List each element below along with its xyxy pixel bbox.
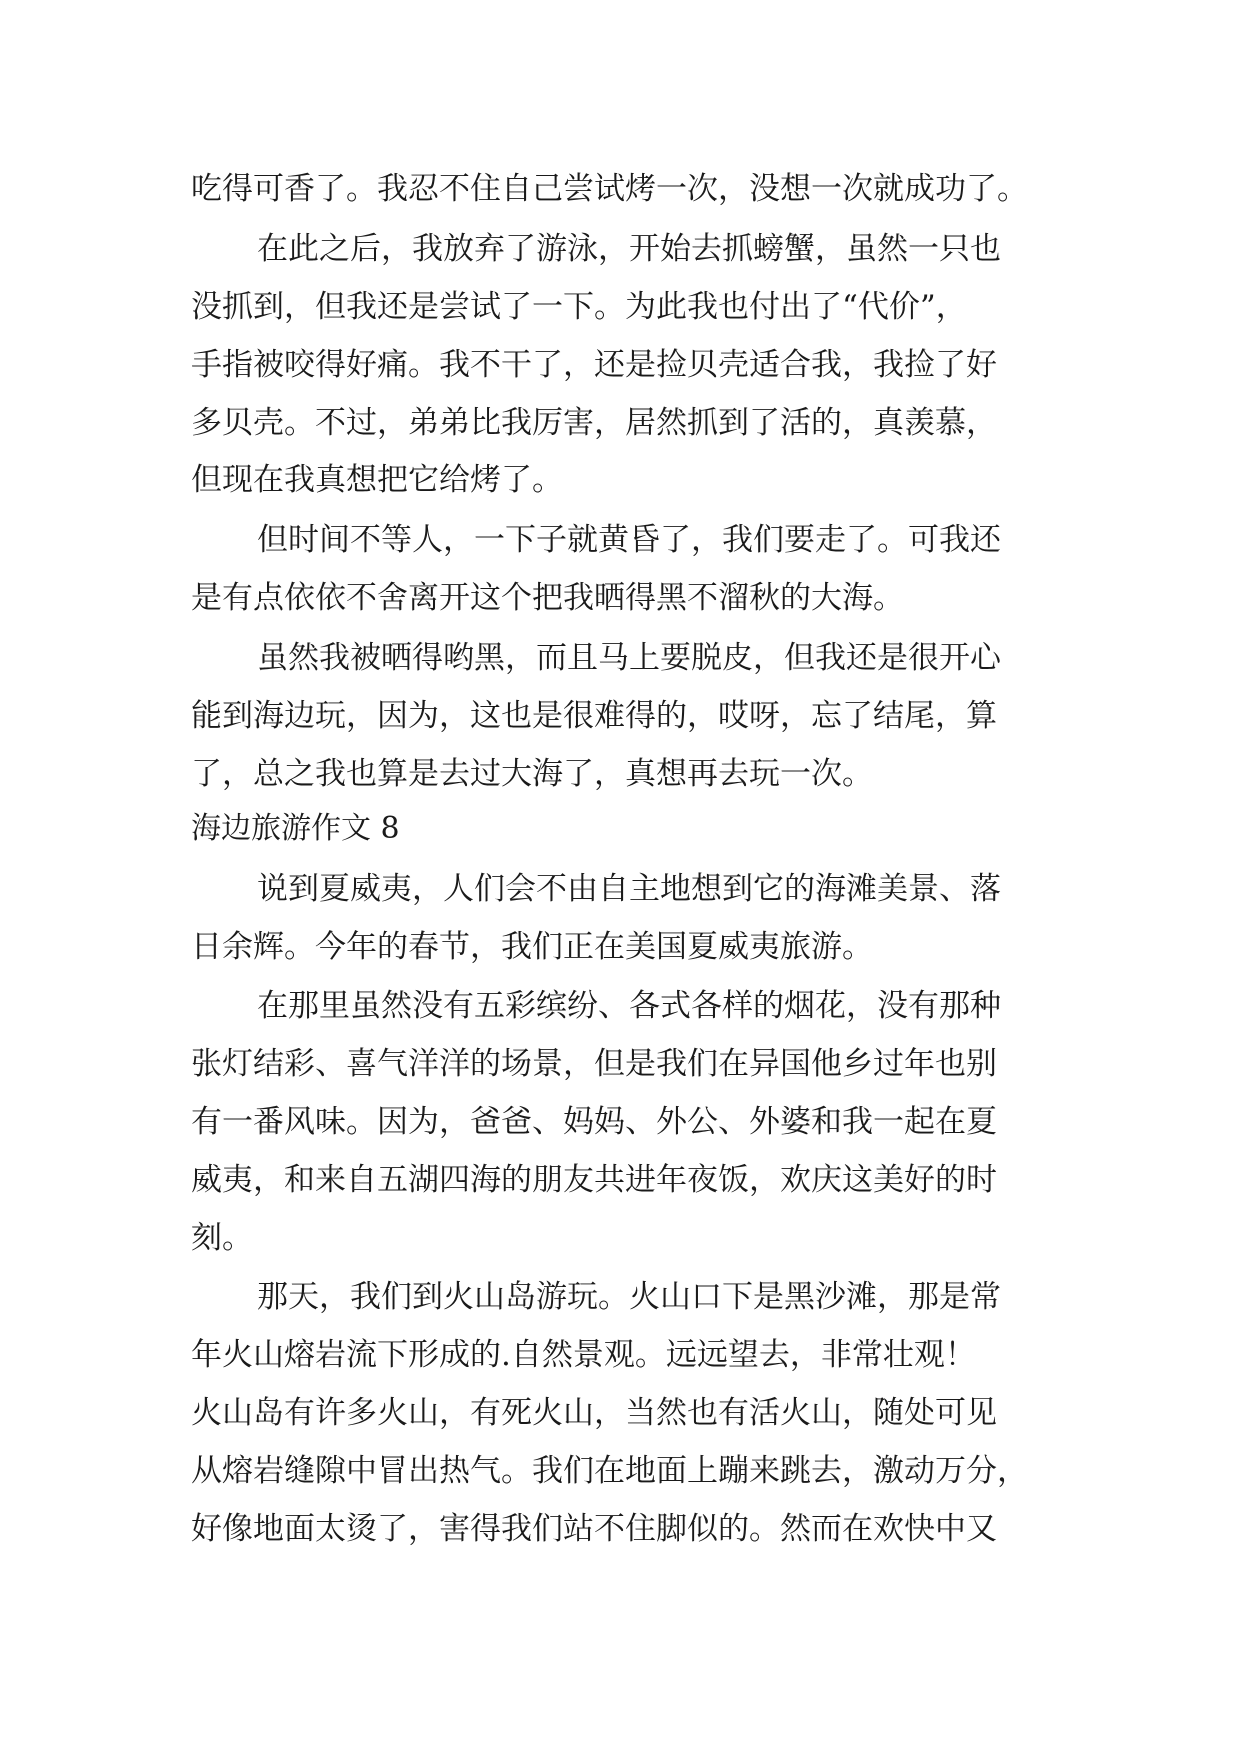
text-line: 年火山熔岩流下形成的.自然景观。远远望去，非常壮观！: [191, 1337, 976, 1373]
text-line: 是有点依依不舍离开这个把我晒得黑不溜秋的大海。: [191, 580, 904, 616]
text-line: 日余辉。今年的春节，我们正在美国夏威夷旅游。: [191, 929, 873, 965]
text-line: 没抓到，但我还是尝试了一下。为此我也付出了“代价”，: [191, 289, 967, 325]
text-line: 好像地面太烫了，害得我们站不住脚似的。然而在欢快中又: [191, 1511, 997, 1547]
paragraph-start-line: 虽然我被晒得哟黑，而且马上要脱皮，但我还是很开心: [257, 640, 1001, 676]
paragraph-start-line: 说到夏威夷，人们会不由自主地想到它的海滩美景、落: [257, 871, 1001, 907]
text-line: 威夷，和来自五湖四海的朋友共进年夜饭，欢庆这美好的时: [191, 1162, 997, 1198]
text-line: 吃得可香了。我忍不住自己尝试烤一次，没想一次就成功了。: [191, 171, 1028, 207]
text-line: 多贝壳。不过，弟弟比我厉害，居然抓到了活的，真羡慕，: [191, 405, 997, 441]
section-heading: 海边旅游作文 8: [191, 811, 400, 846]
text-line: 了，总之我也算是去过大海了，真想再去玩一次。: [191, 756, 873, 792]
paragraph-start-line: 但时间不等人，一下子就黄昏了，我们要走了。可我还: [257, 522, 1001, 558]
text-line: 手指被咬得好痛。我不干了，还是捡贝壳适合我，我捡了好: [191, 347, 997, 383]
text-line: 火山岛有许多火山，有死火山，当然也有活火山，随处可见: [191, 1395, 997, 1431]
text-line: 能到海边玩，因为，这也是很难得的，哎呀，忘了结尾，算: [191, 698, 997, 734]
text-line: 刻。: [191, 1220, 253, 1256]
paragraph-start-line: 在此之后，我放弃了游泳，开始去抓螃蟹，虽然一只也: [257, 231, 1001, 267]
text-line: 但现在我真想把它给烤了。: [191, 462, 563, 498]
text-line: 有一番风味。因为，爸爸、妈妈、外公、外婆和我一起在夏: [191, 1104, 997, 1140]
text-line: 张灯结彩、喜气洋洋的场景，但是我们在异国他乡过年也别: [191, 1046, 997, 1082]
paragraph-start-line: 在那里虽然没有五彩缤纷、各式各样的烟花，没有那种: [257, 988, 1001, 1024]
text-line: 从熔岩缝隙中冒出热气。我们在地面上蹦来跳去，激动万分，: [191, 1453, 1028, 1489]
paragraph-start-line: 那天，我们到火山岛游玩。火山口下是黑沙滩，那是常: [257, 1279, 1001, 1315]
